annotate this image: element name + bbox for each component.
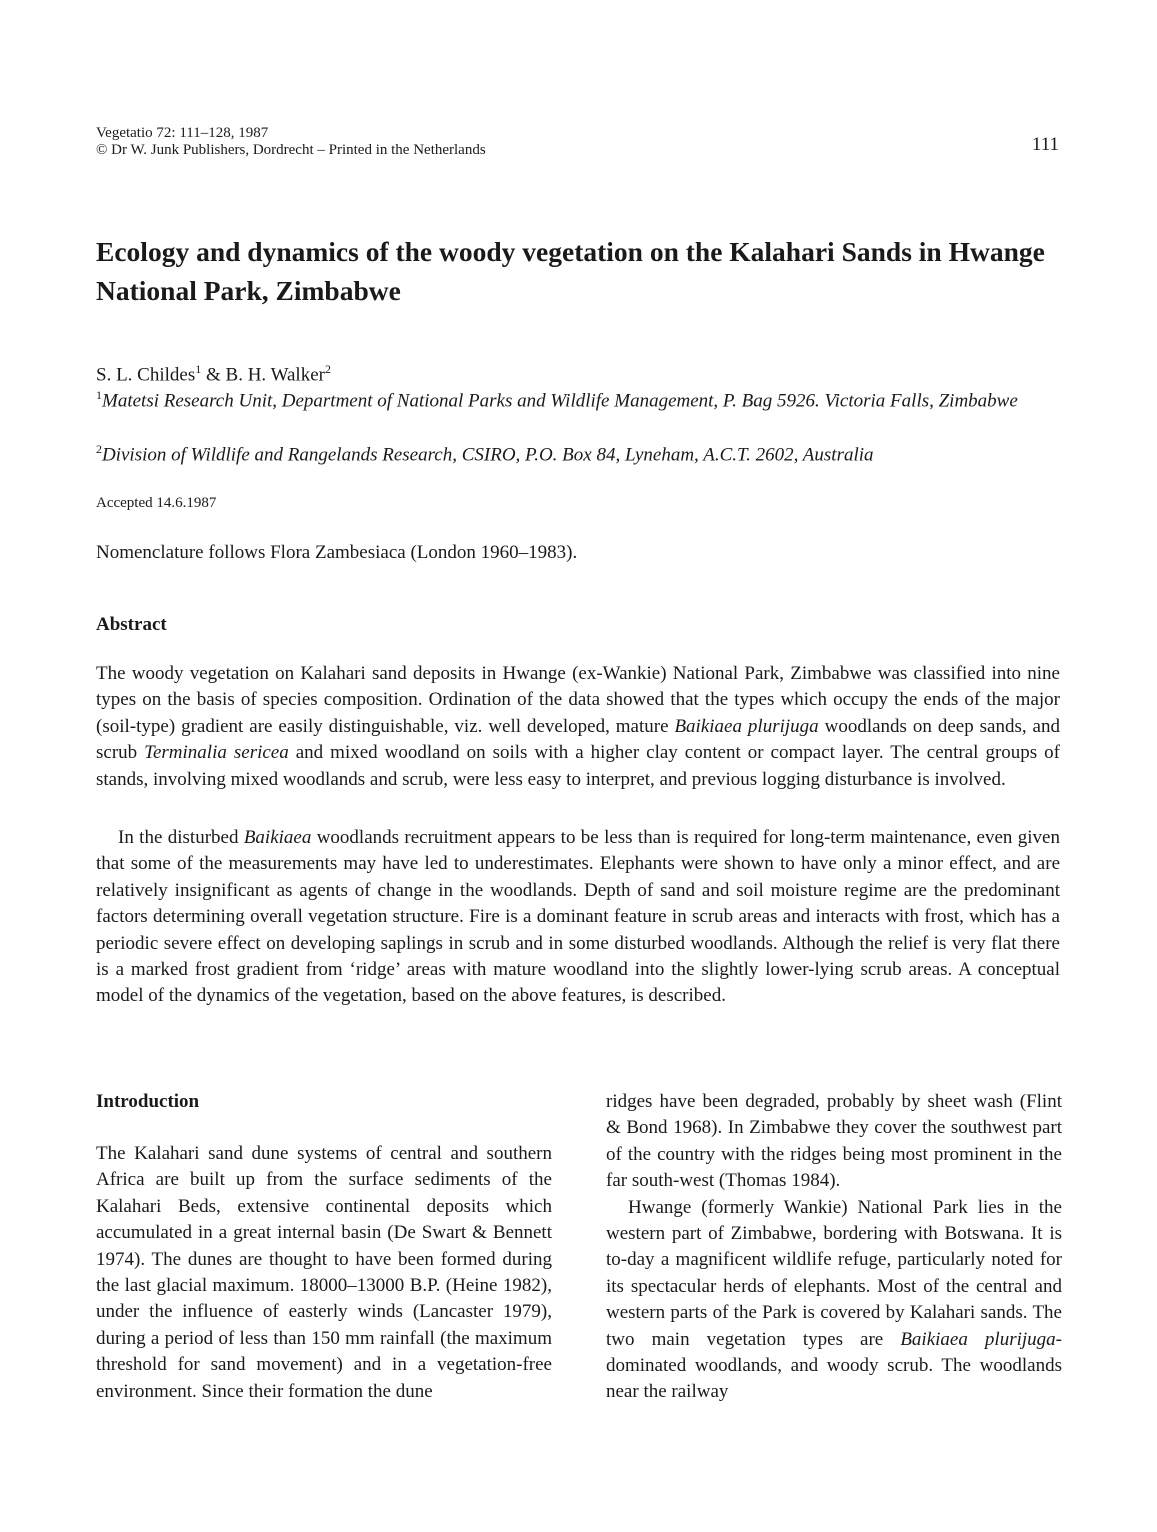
author-separator: & [201,364,226,386]
accepted-date: Accepted 14.6.1987 [96,495,217,511]
abstract-heading: Abstract [96,614,167,635]
journal-line: Vegetatio 72: 111–128, 1987 [96,125,269,141]
intro-text: Hwange (formerly Wankie) National Park lies in the western part of Zimbabwe, bordering with Botswana. It is to-day a magnificent wildlife refuge, particularly noted for its spectacular herds of elephants. Most of the central and western parts of the Park is covered by Kalahari sands. The two main vegetation types are [606,1196,1062,1350]
affiliation-text: Matetsi Research Unit, Department of National Parks and Wildlife Management, P. Bag 5926. Victoria Falls, Zimbabwe [102,390,1018,412]
affiliation-text: Division of Wildlife and Rangelands Research, CSIRO, P.O. Box 84, Lyneham, A.C.T. 2602, Australia [102,444,874,466]
abstract-text: woodlands recruitment appears to be less than is required for long-term maintenance, even given that some of the measurements may have led to underestimates. Elephants were shown to have only a minor effect, and are relatively insignificant as agents of change in the woodlands. Depth of sand and soil moisture regime are the predominant factors determining overall vegetation structure. Fire is a dominant feature in scrub areas and interacts with frost, which has a periodic severe effect on developing saplings in scrub and in some disturbed woodlands. Although the relief is very flat there is a marked frost gradient from ‘ridge’ areas with mature woodland into the slightly lower-lying scrub areas. A conceptual model of the dynamics of the vegetation, based on the above features, is described. [96,827,1060,1007]
species-name: Baikiaea [243,827,312,848]
affiliation-marker: 2 [324,362,331,376]
intro-paragraph: ridges have been degraded, probably by sheet wash (Flint & Bond 1968). In Zimbabwe they cover the southwest part of the country with the ridges being most prominent in the far south-west (Thomas 1984). [606,1091,1062,1192]
species-name: Terminalia sericea [144,742,289,764]
affiliation [96,382,1056,414]
species-name: Baikiaea plurijuga [674,715,819,737]
abstract-text: and mixed woodland on soils with a higher clay content or compact layer. The central groups of stands, involving mixed woodlands and scrub, were less easy to interpret, and previous logging disturbance is involved. [96,742,1061,790]
nomenclature-note: Nomenclature follows Flora Zambesiaca (London 1960–1983). [96,542,578,563]
intro-right-column [606,1089,1062,1406]
abstract-text: The woody vegetation on Kalahari sand deposits in Hwange (ex-Wankie) National Park, Zimbabwe was classified into nine types on the basis of species composition. Ordination of the data showed that the types which occupy the ends of the major (soil-type) gradient are easily distinguishable, viz. well developed, mature [96,663,1060,737]
abstract-text: woodlands on deep sands, and scrub [96,715,1060,764]
intro-paragraph [606,1195,1062,1406]
author-name: S. L. Childes [96,364,196,386]
affiliation [96,436,1056,468]
abstract-paragraph [96,825,1060,1010]
intro-left-column: The Kalahari sand dune systems of central and southern Africa are built up from the surface sediments of the Kalahari Beds, extensive continental deposits which accumulated in a great internal basin (De Swart & Bennett 1974). The dunes are thought to have been formed during the last glacial maximum. 18000–13000 B.P. (Heine 1982), under the influence of easterly winds (Lancaster 1979), during a period of less than 150 mm rainfall (the maximum threshold for sand movement) and in a vegetation-free environment. Since their formation the dune [96,1143,552,1402]
abstract-paragraph [96,661,1060,793]
affiliation-marker: 2 [96,442,102,456]
species-name: Baikiaea plurijuga [900,1328,1056,1350]
affiliation-marker: 1 [96,388,102,402]
author-name: B. H. Walker [225,364,325,386]
affiliation-marker: 1 [195,362,202,376]
page-number: 111 [1031,134,1059,155]
paper-title: Ecology and dynamics of the woody vegetation on the Kalahari Sands in Hwange National Park, Zimbabwe [96,236,1045,306]
intro-text: -dominated woodlands, and woody scrub. The woodlands near the railway [606,1328,1062,1403]
publisher-line: © Dr W. Junk Publishers, Dordrecht – Printed in the Netherlands [96,142,486,158]
introduction-heading: Introduction [96,1091,200,1112]
abstract-text: In the disturbed [118,827,244,848]
